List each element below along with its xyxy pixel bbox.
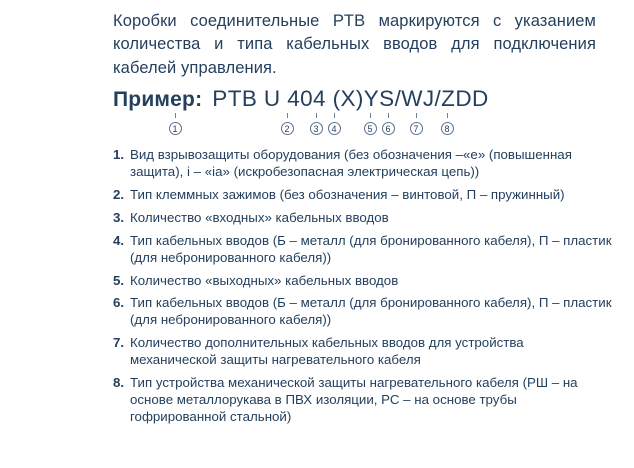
marker-1 (168, 113, 182, 137)
list-item (113, 335, 613, 369)
intro-paragraph: Коробки соединительные PTB маркируются с указанием количества и типа кабельных вводов для подключения кабелей управления. (113, 12, 596, 77)
list-item-text: Количество «входных» кабельных вводов (130, 209, 389, 225)
list-item (113, 187, 613, 204)
tick-icon (316, 113, 317, 118)
list-item-text: Тип устройства механической защиты нагревательного кабеля (РШ – на основе металлорукава в ПВХ изоляции, РС – на основе трубы гофрированной стальной) (130, 374, 578, 424)
example-line (113, 86, 594, 112)
marker-5 (363, 113, 377, 137)
list-item-text: Количество дополнительных кабельных вводов для устройства механической защиты нагревательного кабеля (130, 335, 524, 368)
marker-7 (409, 113, 423, 137)
list-item (113, 295, 613, 329)
list-item-number: 3. (113, 209, 125, 225)
tick-icon (370, 113, 371, 118)
list-item (113, 375, 613, 426)
example-label: Пример: (113, 88, 203, 112)
list-item (113, 210, 613, 227)
marker-3 (309, 113, 323, 137)
list-item-text: Количество «выходных» кабельных вводов (130, 272, 399, 288)
marker-row (113, 113, 596, 139)
marker-bubble: 6 (382, 122, 395, 135)
marker-bubble: 5 (364, 122, 377, 135)
list-item-number: 8. (113, 374, 125, 390)
marker-bubble: 2 (281, 122, 294, 135)
list-item-text: Вид взрывозащиты оборудования (без обозначения –«е» (повышенная защита), i – «ia» (искробезопасная электрическая цепь)) (130, 147, 572, 180)
legend-list (113, 147, 613, 425)
marker-bubble: 7 (410, 122, 423, 135)
list-item-number: 6. (113, 295, 125, 311)
marker-bubble: 1 (169, 122, 182, 135)
tick-icon (388, 113, 389, 118)
list-item-text: Тип кабельных вводов (Б – металл (для бронированного кабеля), П – пластик (для небронированного кабеля)) (130, 295, 612, 328)
list-item-number: 2. (113, 187, 125, 203)
marker-4 (327, 113, 341, 137)
list-item-number: 7. (113, 335, 125, 351)
list-item-number: 1. (113, 147, 125, 163)
marker-6 (381, 113, 395, 137)
tick-icon (447, 113, 448, 118)
list-item (113, 147, 613, 181)
marker-bubble: 3 (310, 122, 323, 135)
tick-icon (416, 113, 417, 118)
list-item-number: 5. (113, 272, 125, 288)
list-item (113, 273, 613, 290)
list-item-text: Тип клеммных зажимов (без обозначения – винтовой, П – пружинный) (130, 187, 565, 203)
marker-8 (440, 113, 454, 137)
marker-bubble: 8 (441, 122, 454, 135)
list-item-number: 4. (113, 232, 125, 248)
tick-icon (334, 113, 335, 118)
list-item-text: Тип кабельных вводов (Б – металл (для бронированного кабеля), П – пластик (для небронированного кабеля)) (130, 232, 612, 265)
list-item (113, 233, 613, 267)
marker-bubble: 4 (328, 122, 341, 135)
tick-icon (287, 113, 288, 118)
marker-2 (280, 113, 294, 137)
tick-icon (175, 113, 176, 118)
example-code: PTB U 404 (X)YS/WJ/ZDD (212, 86, 489, 112)
